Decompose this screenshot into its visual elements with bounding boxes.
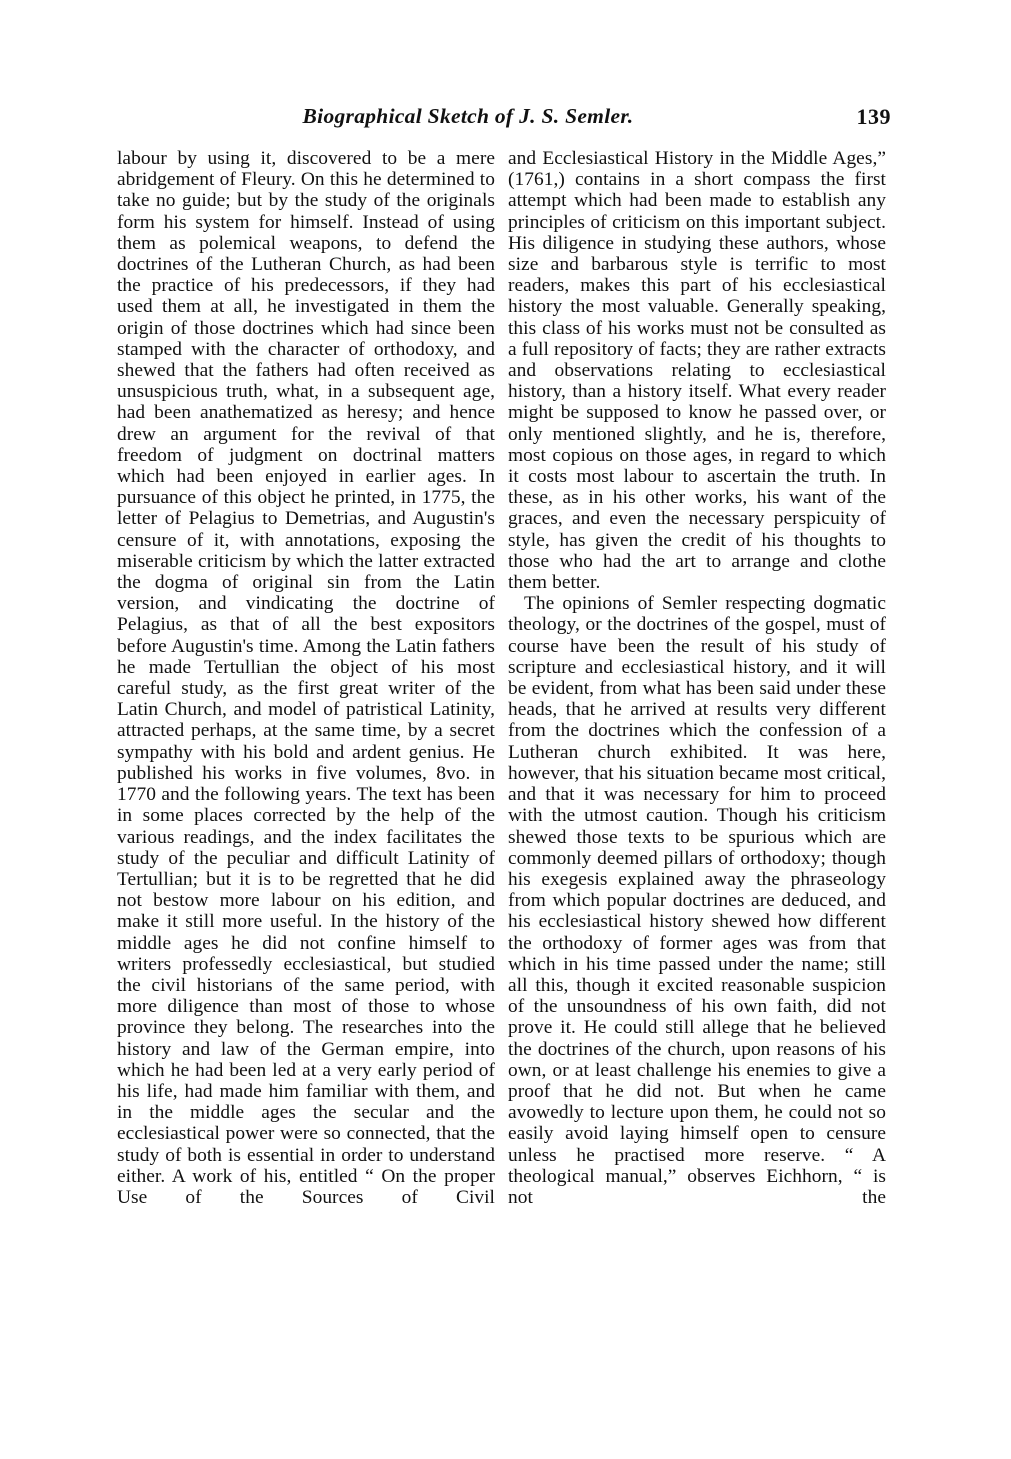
- running-head-title: Biographical Sketch of J. S. Semler.: [302, 104, 634, 128]
- paragraph: and Ecclesiastical History in the Middle Ages,” (1761,) contains in a short compass the first attempt which had been made to establish any principles of criticism on this important subject. His diligence in studying these authors, whose size and barbarous style is terrific to most readers, makes this part of his ecclesiastical history the most valuable. Generally speaking, this class of his works must not be consulted as a full repository of facts; they are rather extracts and observations relating to ecclesiastical history, than a history itself. What every reader might be supposed to know he passed over, or only mentioned slightly, and he is, therefore, most copious on those ages, in regard to which it costs most labour to ascertain the truth. In these, as in his other works, his want of the graces, and even the necessary perspicuity of style, has given the credit of his thoughts to those who had the art to arrange and clothe them better.: [508, 148, 886, 594]
- paragraph: The opinions of Semler respecting dogmatic theology, or the doctrines of the gospel, must of course have been the result of his study of scripture and ecclesiastical history, and it will be evident, from what has been said under these heads, that he arrived at results very different from the doctrines which the confession of a Lutheran church exhibited. It was here, however, that his situation became most critical, and that it was necessary for him to proceed with the utmost caution. Though his criticism shewed those texts to be spurious which are commonly deemed pillars of orthodoxy; though his exegesis explained away the phraseology from which popular doctrines are deduced, and his ecclesiastical history shewed how different the orthodoxy of former ages was from that which in his time passed under the name; still all this, though it excited reasonable suspicion of the unsoundness of his own faith, did not prove it. He could still allege that he believed the doctrines of the church, upon reasons of his own, or at least challenge his enemies to give a proof that he did not. But when he came avowedly to lecture upon them, he could not so easily avoid laying himself open to censure unless he practised more reserve. “ A theological manual,” observes Eichhorn, “ is not the: [508, 593, 886, 1208]
- body-columns: [0, 148, 1011, 1388]
- text-column-left: [117, 148, 495, 1208]
- running-head: [0, 104, 1011, 138]
- text-column-right: [508, 148, 886, 1208]
- page-number: 139: [856, 104, 891, 129]
- paragraph: labour by using it, discovered to be a mere abridgement of Fleury. On this he determined to take no guide; but by the study of the originals form his system for himself. Instead of using them as polemical weapons, to defend the doctrines of the Lutheran Church, as had been the practice of his predecessors, if they had used them at all, he investigated in them the origin of those doctrines which had since been stamped with the character of orthodoxy, and shewed that the fathers had often received as unsuspicious truth, what, in a subsequent age, had been anathematized as heresy; and hence drew an argument for the revival of that freedom of judgment on doctrinal matters which had been enjoyed in earlier ages. In pursuance of this object he printed, in 1775, the letter of Pelagius to Demetrias, and Augustin's censure of it, with annotations, exposing the miserable criticism by which the latter extracted the dogma of original sin from the Latin version, and vindicating the doctrine of Pelagius, as that of all the best expositors before Augustin's time. Among the Latin fathers he made Tertullian the object of his most careful study, as the first great writer of the Latin Church, and model of patristical Latinity, attracted perhaps, at the same time, by a secret sympathy with his bold and ardent genius. He published his works in five volumes, 8vo. in 1770 and the following years. The text has been in some places corrected by the help of the various readings, and the index facilitates the study of the peculiar and difficult Latinity of Tertullian; but it is to be regretted that he did not bestow more labour on his edition, and make it still more useful. In the history of the middle ages he did not confine himself to writers professedly ecclesiastical, but studied the civil historians of the same period, with more diligence than most of those to whose province they belong. The researches into the history and law of the German empire, into which he had been led at a very early period of his life, had made him familiar with them, and in the middle ages the secular and the ecclesiastical power were so connected, that the study of both is essential in order to understand either. A work of his, entitled “ On the proper Use of the Sources of Civil: [117, 148, 495, 1208]
